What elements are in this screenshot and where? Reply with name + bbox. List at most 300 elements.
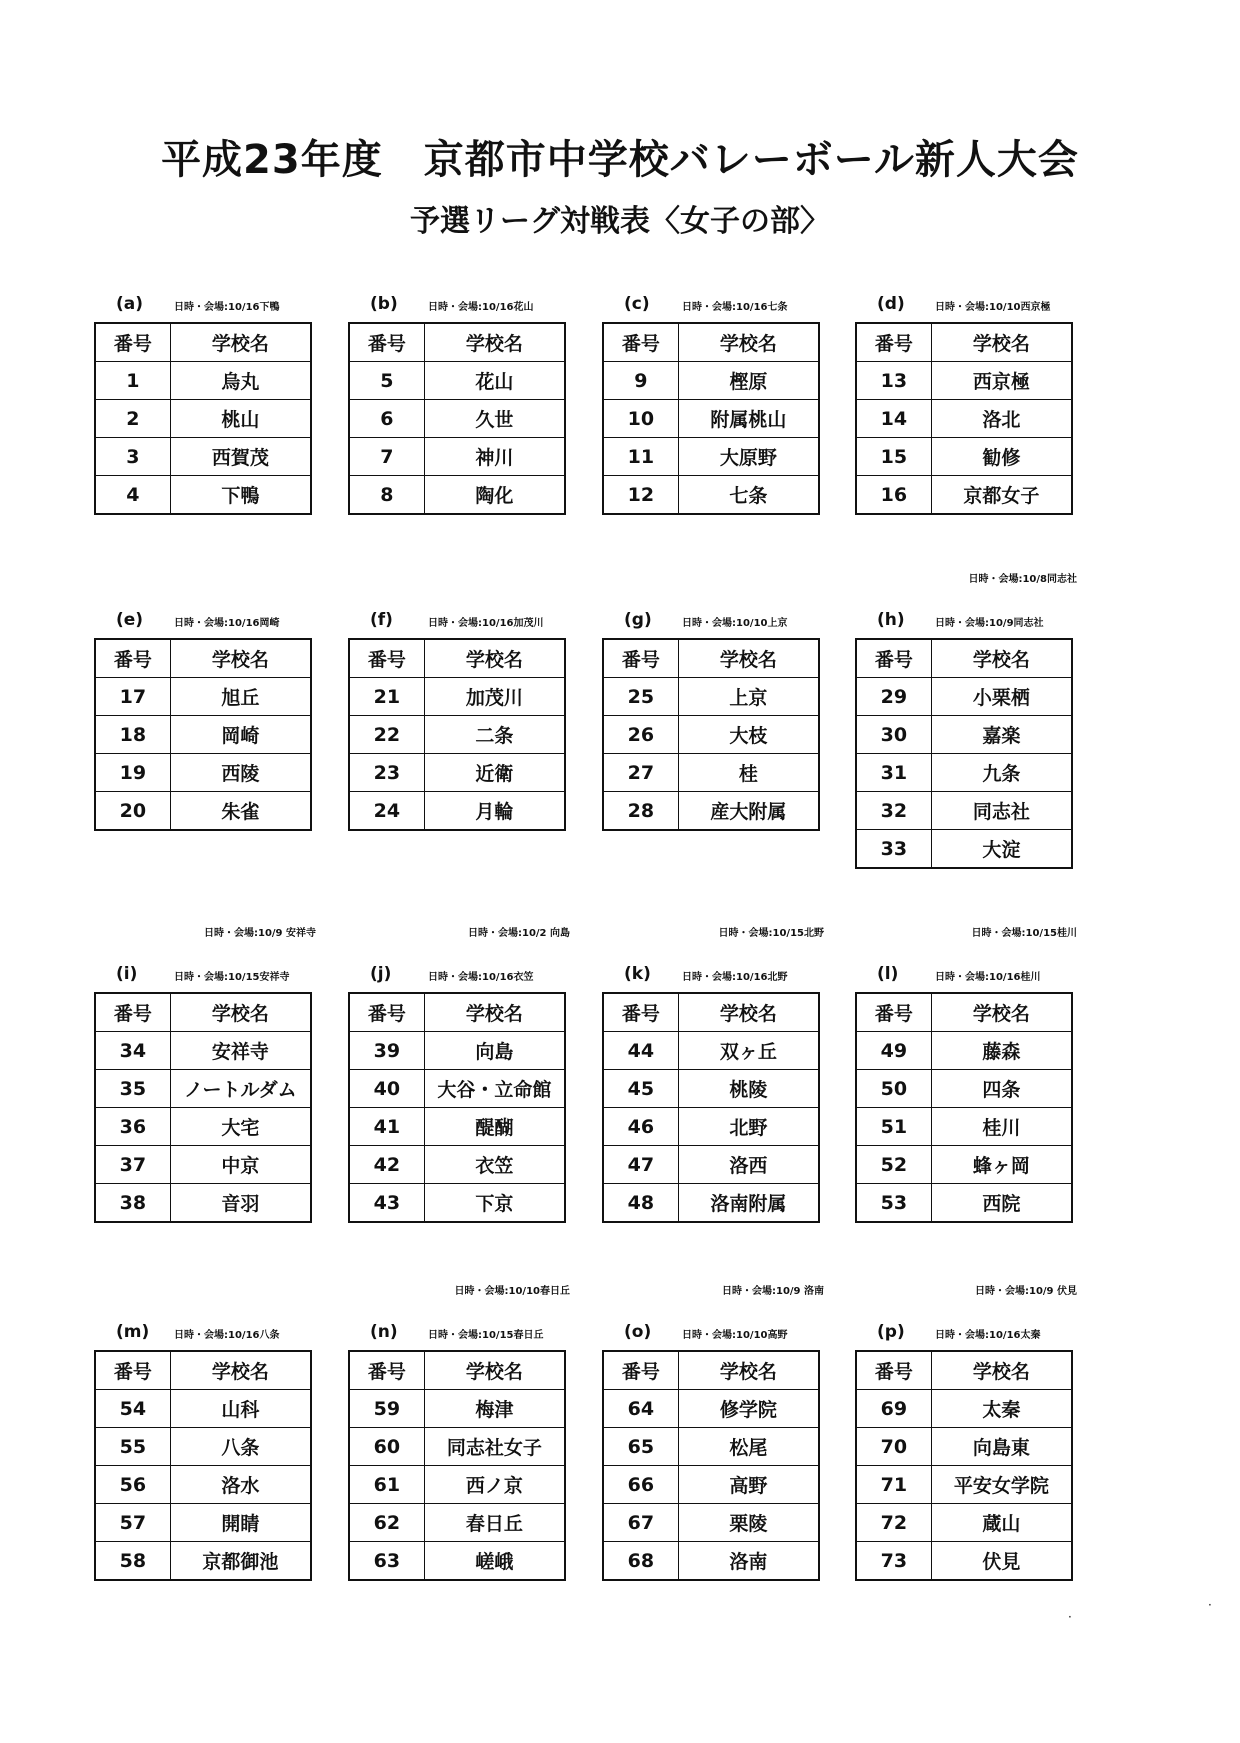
table-header-row: [856, 993, 1072, 1032]
league-group: [348, 290, 568, 515]
team-number: 33: [856, 830, 931, 869]
table-row: [349, 1504, 565, 1542]
school-name: 醍醐: [424, 1108, 565, 1146]
team-number: 65: [603, 1428, 678, 1466]
column-header-number: 番号: [95, 1351, 170, 1390]
group-table: [855, 992, 1073, 1223]
team-number: 39: [349, 1032, 424, 1070]
table-row: [603, 754, 819, 792]
table-row: [349, 1070, 565, 1108]
team-number: 19: [95, 754, 170, 792]
school-name: 嵯峨: [424, 1542, 565, 1581]
school-name: 京都女子: [931, 476, 1072, 515]
group-date-venue: 日時・会場:10/16八条: [174, 1330, 280, 1341]
school-name: 京都御池: [170, 1542, 311, 1581]
column-header-number: 番号: [603, 1351, 678, 1390]
league-group: [855, 1286, 1077, 1581]
team-number: 50: [856, 1070, 931, 1108]
school-name: 洛北: [931, 400, 1072, 438]
school-name: 二条: [424, 716, 565, 754]
team-number: 22: [349, 716, 424, 754]
group-header: [94, 1318, 314, 1350]
group-label: (h): [877, 610, 905, 630]
school-name: 花山: [424, 362, 565, 400]
table-row: [349, 438, 565, 476]
school-name: 洛西: [678, 1146, 819, 1184]
table-row: [856, 1146, 1072, 1184]
school-name: 勧修: [931, 438, 1072, 476]
league-group: [855, 290, 1075, 515]
group-extra-date: 日時・会場:10/15北野: [718, 928, 824, 939]
school-name: 北野: [678, 1108, 819, 1146]
group-date-venue: 日時・会場:10/16七条: [682, 302, 788, 313]
school-name: 樫原: [678, 362, 819, 400]
team-number: 18: [95, 716, 170, 754]
school-name: 上京: [678, 678, 819, 716]
team-number: 57: [95, 1504, 170, 1542]
school-name: 西ノ京: [424, 1466, 565, 1504]
table-row: [603, 1070, 819, 1108]
team-number: 3: [95, 438, 170, 476]
school-name: 九条: [931, 754, 1072, 792]
group-date-venue: 日時・会場:10/10高野: [682, 1330, 788, 1341]
school-name: 西賀茂: [170, 438, 311, 476]
school-name: 下鴨: [170, 476, 311, 515]
team-number: 46: [603, 1108, 678, 1146]
group-extra-date: 日時・会場:10/8同志社: [968, 574, 1077, 585]
team-number: 63: [349, 1542, 424, 1581]
league-group: [602, 290, 822, 515]
table-row: [349, 362, 565, 400]
group-extra-date: 日時・会場:10/9 洛南: [721, 1286, 824, 1297]
table-row: [349, 1032, 565, 1070]
group-table: [602, 322, 820, 515]
school-name: 梅津: [424, 1390, 565, 1428]
school-name: 栗陵: [678, 1504, 819, 1542]
school-name: 洛南: [678, 1542, 819, 1581]
school-name: 大宅: [170, 1108, 311, 1146]
school-name: 大原野: [678, 438, 819, 476]
group-label: (n): [370, 1322, 398, 1342]
group-header: [855, 960, 1075, 992]
table-row: [95, 754, 311, 792]
table-row: [349, 1184, 565, 1223]
table-row: [856, 1032, 1072, 1070]
column-header-number: 番号: [349, 1351, 424, 1390]
school-name: 松尾: [678, 1428, 819, 1466]
team-number: 24: [349, 792, 424, 831]
column-header-number: 番号: [349, 639, 424, 678]
table-row: [95, 1108, 311, 1146]
group-table: [855, 1350, 1073, 1581]
group-header: [348, 960, 568, 992]
team-number: 41: [349, 1108, 424, 1146]
table-row: [603, 792, 819, 831]
group-header: [602, 1318, 822, 1350]
table-row: [95, 1504, 311, 1542]
column-header-school: 学校名: [170, 323, 311, 362]
table-row: [856, 1390, 1072, 1428]
group-label: (l): [877, 964, 899, 984]
table-row: [603, 1108, 819, 1146]
table-row: [603, 1542, 819, 1581]
table-row: [856, 1070, 1072, 1108]
team-number: 72: [856, 1504, 931, 1542]
team-number: 20: [95, 792, 170, 831]
school-name: 山科: [170, 1390, 311, 1428]
table-header-row: [95, 993, 311, 1032]
group-extra-date: 日時・会場:10/10春日丘: [454, 1286, 570, 1297]
team-number: 49: [856, 1032, 931, 1070]
table-row: [95, 1070, 311, 1108]
column-header-number: 番号: [856, 639, 931, 678]
group-table: [855, 322, 1073, 515]
league-group: [348, 1286, 570, 1581]
table-row: [603, 1146, 819, 1184]
table-row: [95, 716, 311, 754]
table-header-row: [95, 639, 311, 678]
team-number: 69: [856, 1390, 931, 1428]
table-header-row: [349, 993, 565, 1032]
table-row: [856, 678, 1072, 716]
table-row: [95, 1428, 311, 1466]
column-header-school: 学校名: [424, 323, 565, 362]
school-name: 衣笠: [424, 1146, 565, 1184]
team-number: 8: [349, 476, 424, 515]
team-number: 11: [603, 438, 678, 476]
column-header-school: 学校名: [678, 1351, 819, 1390]
team-number: 7: [349, 438, 424, 476]
column-header-school: 学校名: [678, 639, 819, 678]
table-row: [349, 1108, 565, 1146]
table-header-row: [603, 1351, 819, 1390]
group-date-venue: 日時・会場:10/16桂川: [935, 972, 1041, 983]
league-group: [94, 606, 314, 831]
team-number: 31: [856, 754, 931, 792]
table-row: [349, 400, 565, 438]
table-row: [95, 678, 311, 716]
column-header-number: 番号: [603, 323, 678, 362]
team-number: 26: [603, 716, 678, 754]
column-header-school: 学校名: [678, 993, 819, 1032]
column-header-number: 番号: [95, 323, 170, 362]
column-header-school: 学校名: [170, 993, 311, 1032]
column-header-number: 番号: [603, 993, 678, 1032]
group-header: [855, 606, 1075, 638]
table-row: [856, 1466, 1072, 1504]
table-row: [603, 438, 819, 476]
group-date-venue: 日時・会場:10/15安祥寺: [174, 972, 290, 983]
team-number: 27: [603, 754, 678, 792]
page-title: 平成23年度 京都市中学校バレーボール新人大会: [161, 137, 1079, 183]
table-row: [349, 1542, 565, 1581]
column-header-number: 番号: [349, 993, 424, 1032]
group-label: (k): [624, 964, 651, 984]
table-row: [856, 1184, 1072, 1223]
school-name: 修学院: [678, 1390, 819, 1428]
school-name: 近衛: [424, 754, 565, 792]
group-header: [94, 290, 314, 322]
table-row: [95, 1542, 311, 1581]
table-row: [349, 1146, 565, 1184]
school-name: 平安女学院: [931, 1466, 1072, 1504]
school-name: 向島: [424, 1032, 565, 1070]
column-header-school: 学校名: [931, 639, 1072, 678]
team-number: 16: [856, 476, 931, 515]
group-header: [602, 290, 822, 322]
group-date-venue: 日時・会場:10/16岡崎: [174, 618, 280, 629]
school-name: ノートルダム: [170, 1070, 311, 1108]
table-row: [603, 400, 819, 438]
team-number: 4: [95, 476, 170, 515]
school-name: 蜂ヶ岡: [931, 1146, 1072, 1184]
group-label: (b): [370, 294, 398, 314]
group-table: [855, 638, 1073, 869]
school-name: 開睛: [170, 1504, 311, 1542]
team-number: 36: [95, 1108, 170, 1146]
group-table: [94, 1350, 312, 1581]
table-row: [603, 1390, 819, 1428]
table-row: [349, 792, 565, 831]
group-extra-date: 日時・会場:10/2 向島: [467, 928, 570, 939]
table-row: [95, 1390, 311, 1428]
table-header-row: [603, 323, 819, 362]
school-name: 藤森: [931, 1032, 1072, 1070]
table-row: [349, 716, 565, 754]
table-header-row: [95, 323, 311, 362]
school-name: 大淀: [931, 830, 1072, 869]
group-table: [602, 638, 820, 831]
group-label: (c): [624, 294, 650, 314]
group-label: (p): [877, 1322, 905, 1342]
table-row: [95, 1184, 311, 1223]
group-date-venue: 日時・会場:10/10上京: [682, 618, 788, 629]
scan-speck: ·: [1068, 1610, 1072, 1624]
league-group: [94, 1318, 314, 1581]
group-label: (g): [624, 610, 652, 630]
team-number: 43: [349, 1184, 424, 1223]
team-number: 9: [603, 362, 678, 400]
group-header: [602, 960, 822, 992]
group-date-venue: 日時・会場:10/15春日丘: [428, 1330, 544, 1341]
school-name: 高野: [678, 1466, 819, 1504]
table-row: [856, 1504, 1072, 1542]
school-name: 朱雀: [170, 792, 311, 831]
team-number: 61: [349, 1466, 424, 1504]
group-table: [602, 1350, 820, 1581]
team-number: 10: [603, 400, 678, 438]
group-date-venue: 日時・会場:10/16太秦: [935, 1330, 1041, 1341]
team-number: 53: [856, 1184, 931, 1223]
group-label: (f): [370, 610, 393, 630]
team-number: 45: [603, 1070, 678, 1108]
table-row: [603, 1428, 819, 1466]
table-row: [349, 678, 565, 716]
table-row: [95, 1466, 311, 1504]
table-row: [603, 1466, 819, 1504]
group-header: [94, 606, 314, 638]
group-date-venue: 日時・会場:10/16下鴨: [174, 302, 280, 313]
scan-speck: ·: [1208, 1598, 1212, 1612]
team-number: 30: [856, 716, 931, 754]
team-number: 25: [603, 678, 678, 716]
group-extra-date: 日時・会場:10/9 安祥寺: [203, 928, 316, 939]
school-name: 桃山: [170, 400, 311, 438]
group-table: [348, 992, 566, 1223]
team-number: 47: [603, 1146, 678, 1184]
school-name: 西院: [931, 1184, 1072, 1223]
team-number: 14: [856, 400, 931, 438]
group-header: [855, 290, 1075, 322]
school-name: 陶化: [424, 476, 565, 515]
school-name: 大谷・立命館: [424, 1070, 565, 1108]
team-number: 21: [349, 678, 424, 716]
table-row: [603, 1504, 819, 1542]
team-number: 1: [95, 362, 170, 400]
team-number: 29: [856, 678, 931, 716]
team-number: 68: [603, 1542, 678, 1581]
column-header-number: 番号: [95, 639, 170, 678]
team-number: 38: [95, 1184, 170, 1223]
group-date-venue: 日時・会場:10/9同志社: [935, 618, 1044, 629]
group-label: (i): [116, 964, 138, 984]
group-date-venue: 日時・会場:10/10西京極: [935, 302, 1051, 313]
column-header-number: 番号: [603, 639, 678, 678]
group-label: (j): [370, 964, 392, 984]
team-number: 28: [603, 792, 678, 831]
group-table: [348, 322, 566, 515]
team-number: 73: [856, 1542, 931, 1581]
school-name: 岡崎: [170, 716, 311, 754]
school-name: 桂川: [931, 1108, 1072, 1146]
league-group: [602, 1286, 824, 1581]
table-header-row: [349, 323, 565, 362]
group-header: [348, 290, 568, 322]
school-name: 音羽: [170, 1184, 311, 1223]
league-group: [855, 928, 1077, 1223]
table-row: [856, 754, 1072, 792]
table-row: [856, 362, 1072, 400]
table-row: [856, 792, 1072, 830]
league-group: [855, 574, 1077, 869]
table-row: [95, 438, 311, 476]
team-number: 52: [856, 1146, 931, 1184]
group-header: [348, 606, 568, 638]
team-number: 55: [95, 1428, 170, 1466]
team-number: 40: [349, 1070, 424, 1108]
table-row: [349, 754, 565, 792]
column-header-school: 学校名: [424, 639, 565, 678]
group-label: (d): [877, 294, 905, 314]
school-name: 産大附属: [678, 792, 819, 831]
school-name: 洛南附属: [678, 1184, 819, 1223]
school-name: 洛水: [170, 1466, 311, 1504]
school-name: 大枝: [678, 716, 819, 754]
table-row: [603, 1184, 819, 1223]
group-table: [94, 992, 312, 1223]
table-row: [856, 1428, 1072, 1466]
table-row: [603, 678, 819, 716]
school-name: 春日丘: [424, 1504, 565, 1542]
group-date-venue: 日時・会場:10/16衣笠: [428, 972, 534, 983]
team-number: 54: [95, 1390, 170, 1428]
column-header-number: 番号: [856, 1351, 931, 1390]
table-header-row: [856, 639, 1072, 678]
school-name: 附属桃山: [678, 400, 819, 438]
school-name: 双ヶ丘: [678, 1032, 819, 1070]
team-number: 71: [856, 1466, 931, 1504]
group-date-venue: 日時・会場:10/16花山: [428, 302, 534, 313]
group-header: [602, 606, 822, 638]
school-name: 旭丘: [170, 678, 311, 716]
table-header-row: [95, 1351, 311, 1390]
school-name: 八条: [170, 1428, 311, 1466]
school-name: 四条: [931, 1070, 1072, 1108]
group-header: [855, 1318, 1075, 1350]
group-date-venue: 日時・会場:10/16加茂川: [428, 618, 544, 629]
team-number: 17: [95, 678, 170, 716]
table-header-row: [856, 1351, 1072, 1390]
group-date-venue: 日時・会場:10/16北野: [682, 972, 788, 983]
team-number: 62: [349, 1504, 424, 1542]
table-header-row: [603, 993, 819, 1032]
school-name: 久世: [424, 400, 565, 438]
school-name: 烏丸: [170, 362, 311, 400]
school-name: 桂: [678, 754, 819, 792]
team-number: 66: [603, 1466, 678, 1504]
league-group: [94, 928, 316, 1223]
column-header-school: 学校名: [678, 323, 819, 362]
school-name: 桃陵: [678, 1070, 819, 1108]
team-number: 48: [603, 1184, 678, 1223]
column-header-school: 学校名: [931, 993, 1072, 1032]
column-header-number: 番号: [856, 323, 931, 362]
group-table: [348, 638, 566, 831]
column-header-school: 学校名: [170, 639, 311, 678]
school-name: 向島東: [931, 1428, 1072, 1466]
table-row: [856, 438, 1072, 476]
group-table: [348, 1350, 566, 1581]
table-row: [95, 792, 311, 831]
league-group: [94, 290, 314, 515]
school-name: 七条: [678, 476, 819, 515]
team-number: 56: [95, 1466, 170, 1504]
table-row: [349, 1466, 565, 1504]
team-number: 70: [856, 1428, 931, 1466]
column-header-school: 学校名: [931, 323, 1072, 362]
league-group: [348, 928, 570, 1223]
column-header-school: 学校名: [424, 993, 565, 1032]
group-header: [94, 960, 314, 992]
school-name: 太秦: [931, 1390, 1072, 1428]
group-extra-date: 日時・会場:10/9 伏見: [974, 1286, 1077, 1297]
table-row: [856, 400, 1072, 438]
league-group: [602, 606, 822, 831]
school-name: 嘉楽: [931, 716, 1072, 754]
team-number: 58: [95, 1542, 170, 1581]
group-label: (a): [116, 294, 144, 314]
table-row: [603, 1032, 819, 1070]
team-number: 51: [856, 1108, 931, 1146]
team-number: 6: [349, 400, 424, 438]
group-table: [94, 322, 312, 515]
table-row: [95, 476, 311, 515]
team-number: 12: [603, 476, 678, 515]
column-header-number: 番号: [856, 993, 931, 1032]
table-row: [603, 362, 819, 400]
table-row: [603, 716, 819, 754]
team-number: 37: [95, 1146, 170, 1184]
